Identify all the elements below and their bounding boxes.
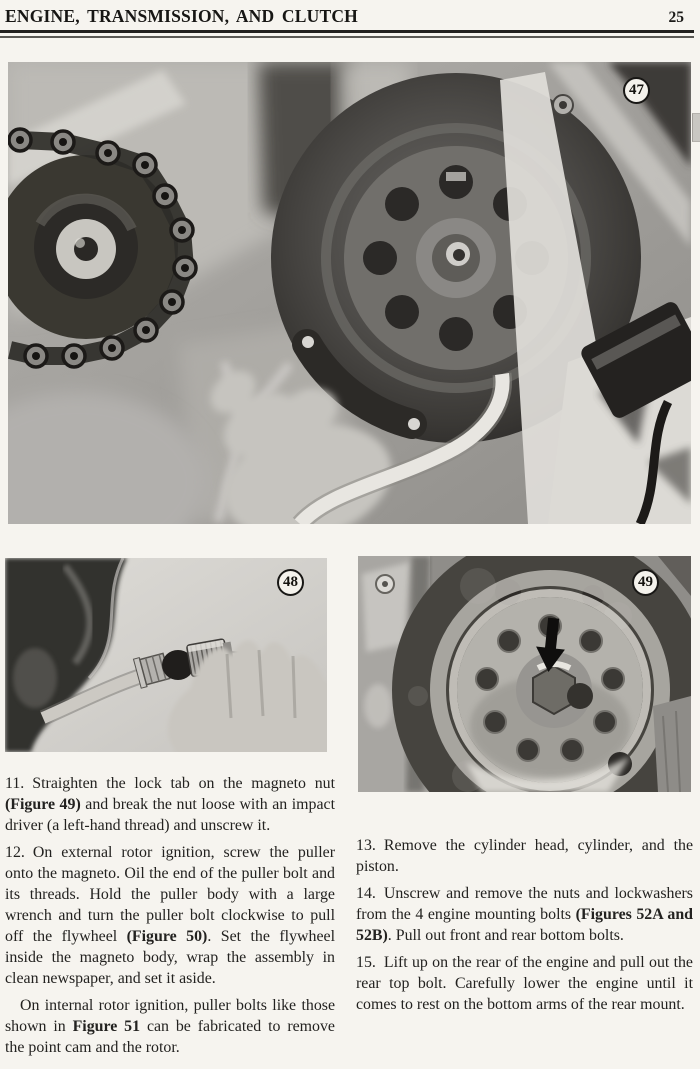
step-text: Unscrew and remove the nuts and lockwashers from the 4 engine mounting bolts (Figures 52A and 52B). Pull out front and rear bottom bolts. [356, 885, 693, 944]
figure-48-badge: 48 [277, 569, 304, 596]
page-number: 25 [668, 9, 684, 26]
header-rule-thin [0, 36, 694, 38]
page-title: ENGINE, TRANSMISSION, AND CLUTCH [5, 6, 358, 26]
step-number: 11. [5, 775, 25, 792]
figure-47-photo [8, 62, 691, 524]
chapter-thumb-tab [692, 113, 700, 142]
step-paragraph-12 [5, 842, 335, 989]
figure-49-badge: 49 [632, 569, 659, 596]
step-paragraph-14 [356, 883, 693, 946]
step-paragraph-15 [356, 952, 693, 1015]
figure-48-photo [5, 558, 327, 752]
paragraph-internal-rotor [5, 995, 335, 1058]
header-rule-thick [0, 30, 694, 33]
step-text: On internal rotor ignition, puller bolts like those shown in Figure 51 can be fabricated to remove the point cam and the rotor. [5, 997, 335, 1056]
step-text: Remove the cylinder head, cylinder, and the piston. [356, 837, 693, 875]
step-number: 13. [356, 837, 376, 854]
figure-47-image [8, 62, 691, 524]
step-text: On external rotor ignition, screw the puller onto the magneto. Oil the end of the puller bolt and its threads. Hold the puller body with a large wrench and turn the puller bolt clockwise to pull off the flywheel (Figure 50). Set the flywheel inside the magneto body, wrap the assembly in clean newspaper, and set it aside. [5, 844, 335, 987]
right-text-column [356, 835, 693, 1021]
step-number: 14. [356, 885, 376, 902]
figure-47-badge: 47 [623, 77, 650, 104]
step-number: 12. [5, 844, 25, 861]
step-number: 15. [356, 954, 376, 971]
step-paragraph-13 [356, 835, 693, 877]
step-paragraph-11 [5, 773, 335, 836]
left-text-column [5, 773, 335, 1064]
step-text: Straighten the lock tab on the magneto nut (Figure 49) and break the nut loose with an impact driver (a left-hand thread) and unscrew it. [5, 775, 335, 834]
step-text: Lift up on the rear of the engine and pull out the rear top bolt. Carefully lower the engine until it comes to rest on the bottom arms of the rear mount. [356, 954, 693, 1013]
figure-49-photo [358, 556, 691, 792]
